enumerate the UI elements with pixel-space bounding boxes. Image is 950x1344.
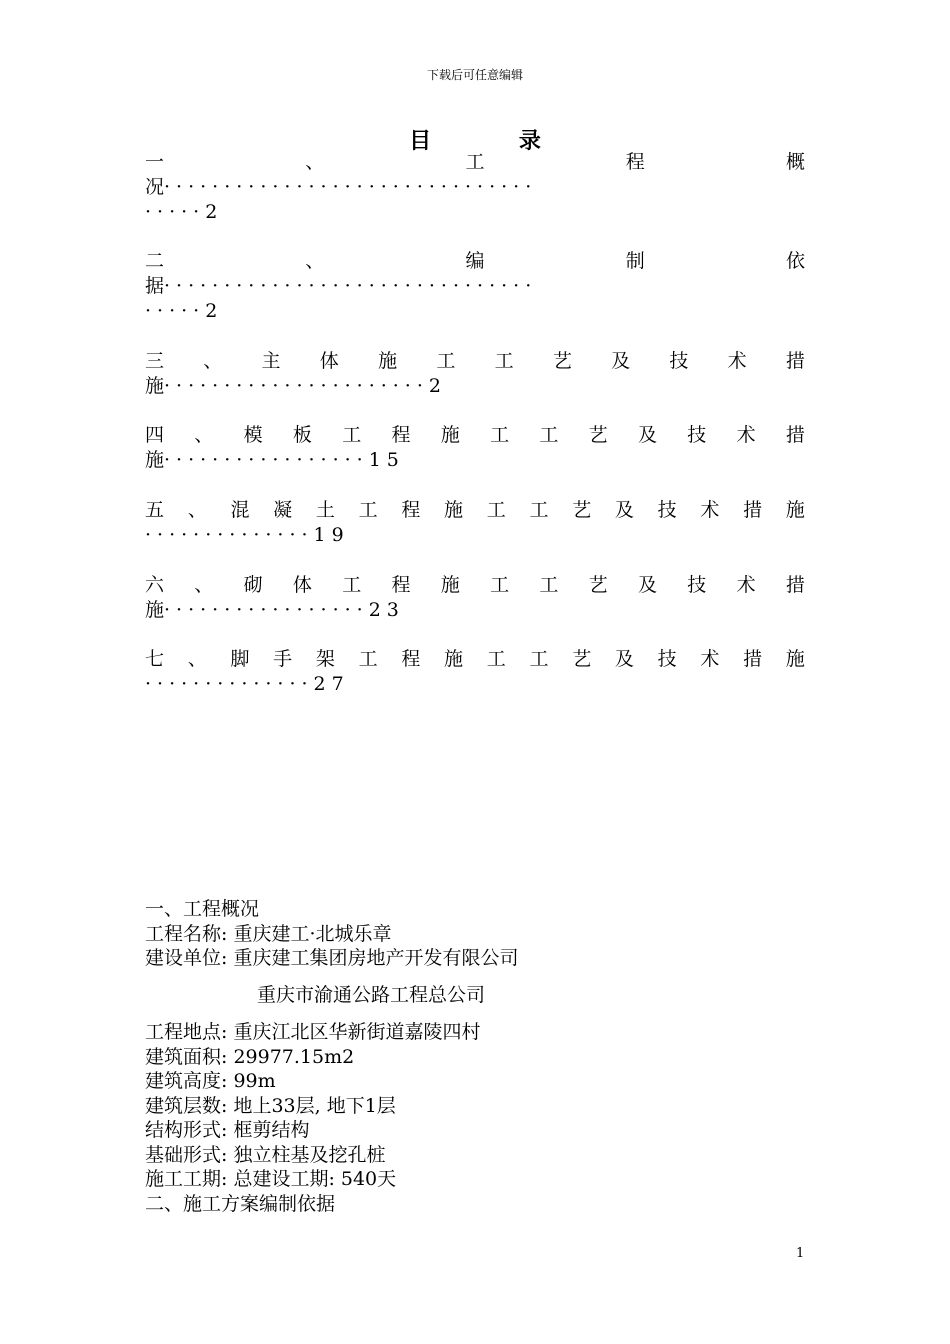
toc-entry-leader	[145, 274, 805, 299]
toc-char: 术	[736, 574, 756, 596]
toc-char: 技	[687, 574, 707, 596]
toc-char: 艺	[552, 350, 572, 372]
toc-char: 工	[529, 648, 549, 670]
toc-entry-title	[145, 150, 805, 175]
toc-entry-page: ·····2	[145, 201, 224, 223]
toc-entry-leader	[145, 672, 805, 697]
builder: 建设单位: 重庆建工集团房地产开发有限公司	[145, 947, 519, 969]
toc-char: 、	[203, 350, 223, 372]
toc-char: 艺	[572, 499, 592, 521]
toc-entry-title	[145, 498, 805, 523]
toc-char: 六	[145, 574, 165, 596]
toc-entry-leader	[145, 598, 805, 623]
toc-entry	[145, 498, 805, 548]
section-1-title: 一、工程概况	[145, 898, 260, 920]
toc-entry	[145, 647, 805, 697]
toc-char: 及	[637, 574, 657, 596]
toc-char: 混	[230, 499, 250, 521]
toc-char: 及	[611, 350, 631, 372]
toc-char: 艺	[588, 574, 608, 596]
page-number: 1	[796, 1246, 805, 1261]
body-section-1c	[145, 1020, 480, 1216]
toc-char: 脚	[230, 648, 250, 670]
toc-entry-title	[145, 647, 805, 672]
floors: 建筑层数: 地上33层, 地下1层	[145, 1094, 396, 1117]
toc-dots: ······················2	[164, 375, 447, 397]
toc-char: 施	[440, 574, 460, 596]
toc-char: 工	[436, 350, 456, 372]
toc-entry-leader	[145, 374, 805, 399]
toc-char: 工	[358, 499, 378, 521]
toc-char: 工	[358, 648, 378, 670]
toc-char: 术	[727, 350, 747, 372]
toc-dots: ··············27	[145, 673, 350, 695]
toc-entry-title	[145, 573, 805, 598]
toc-char: 艺	[572, 648, 592, 670]
toc-char: 术	[700, 499, 720, 521]
toc-char: 技	[657, 648, 677, 670]
toc-char: 体	[319, 350, 339, 372]
toc-char: 措	[785, 350, 805, 372]
toc-char: 措	[785, 574, 805, 596]
toc-char: 七	[145, 648, 165, 670]
toc-entry-leader	[145, 523, 805, 548]
toc-char: 术	[700, 648, 720, 670]
toc-dots: ·················15	[164, 449, 405, 471]
toc-char: 土	[315, 499, 335, 521]
toc-char: 模	[243, 424, 263, 446]
toc-char: 、	[305, 151, 325, 173]
toc-char: 四	[145, 424, 165, 446]
toc-char: 及	[637, 424, 657, 446]
toc-char: 措	[743, 499, 763, 521]
toc-char: 程	[391, 424, 411, 446]
toc-char: 程	[401, 499, 421, 521]
toc-dots: ·······························	[164, 176, 538, 198]
toc-char: 二	[145, 250, 165, 272]
toc-char: 编	[465, 250, 485, 272]
structure: 结构形式: 框剪结构	[145, 1119, 310, 1141]
toc-char: 、	[187, 648, 207, 670]
toc-char: 术	[736, 424, 756, 446]
project-name: 工程名称: 重庆建工·北城乐章	[145, 922, 392, 945]
toc-char: 施	[145, 599, 165, 621]
toc-char: 施	[785, 648, 805, 670]
toc-char: 措	[743, 648, 763, 670]
toc-entry-title	[145, 349, 805, 374]
toc-entry-title	[145, 423, 805, 448]
toc-char: 五	[145, 499, 165, 521]
toc-entry	[145, 573, 805, 623]
toc-char: 、	[187, 499, 207, 521]
toc-char: 工	[342, 424, 362, 446]
toc-char: 及	[614, 648, 634, 670]
area: 建筑面积: 29977.15m2	[145, 1045, 355, 1068]
toc-char: 工	[539, 574, 559, 596]
toc-char: 技	[657, 499, 677, 521]
foundation: 基础形式: 独立柱基及挖孔桩	[145, 1143, 386, 1166]
toc-dots: ·················23	[164, 599, 405, 621]
toc-char: 况	[145, 176, 165, 198]
toc-char: 工	[486, 499, 506, 521]
toc-char: 据	[145, 275, 165, 297]
toc-char: 三	[145, 350, 165, 372]
period: 施工工期: 总建设工期: 540天	[145, 1168, 397, 1190]
toc-char: 施	[785, 499, 805, 521]
toc-char: 、	[305, 250, 325, 272]
toc-char: 架	[315, 648, 335, 670]
toc-char: 技	[687, 424, 707, 446]
toc-entry	[145, 150, 805, 225]
toc-char: 体	[292, 574, 312, 596]
toc-char: 程	[391, 574, 411, 596]
toc-char: 依	[785, 250, 805, 272]
toc-char: 工	[486, 648, 506, 670]
toc-char: 板	[292, 424, 312, 446]
toc-char: 艺	[588, 424, 608, 446]
toc-char: 施	[444, 499, 464, 521]
toc-char: 工	[494, 350, 514, 372]
toc-entry-title	[145, 249, 805, 274]
toc-char: 程	[625, 151, 645, 173]
toc-char: 主	[261, 350, 281, 372]
toc-char: 制	[625, 250, 645, 272]
toc-entry-leader	[145, 175, 805, 200]
toc-entry-page: ·····2	[145, 300, 224, 322]
toc-char: 程	[401, 648, 421, 670]
toc-char: 、	[194, 424, 214, 446]
toc-char: 施	[378, 350, 398, 372]
toc-entry	[145, 349, 805, 399]
toc-entry	[145, 249, 805, 324]
body-section-1b	[145, 983, 485, 1008]
toc-char: 及	[614, 499, 634, 521]
toc-char: 凝	[273, 499, 293, 521]
builder-2: 重庆市渝通公路工程总公司	[257, 984, 486, 1006]
toc-char: 工	[490, 424, 510, 446]
height: 建筑高度: 99m	[145, 1070, 276, 1092]
toc-char: 概	[785, 151, 805, 173]
body-section-1	[145, 897, 518, 971]
toc-char: 技	[669, 350, 689, 372]
toc-char: 措	[785, 424, 805, 446]
toc-char: 施	[444, 648, 464, 670]
toc-char: 工	[490, 574, 510, 596]
toc-char: 工	[465, 151, 485, 173]
toc-char: 施	[145, 375, 165, 397]
toc-dots: ·······························	[164, 275, 538, 297]
section-2-title: 二、施工方案编制依据	[145, 1192, 336, 1215]
page-header: 下载后可任意编辑	[426, 68, 523, 82]
toc-entry	[145, 423, 805, 473]
toc-char: 工	[342, 574, 362, 596]
toc-char: 工	[529, 499, 549, 521]
toc-char: 施	[440, 424, 460, 446]
toc-entry-leader	[145, 448, 805, 473]
toc-title: 目 录	[409, 128, 581, 154]
toc-char: 、	[194, 574, 214, 596]
toc-char: 工	[539, 424, 559, 446]
toc-char: 施	[145, 449, 165, 471]
toc-char: 一	[145, 151, 165, 173]
toc-dots: ··············19	[145, 524, 350, 546]
location: 工程地点: 重庆江北区华新街道嘉陵四村	[145, 1021, 481, 1043]
toc-char: 砌	[243, 574, 263, 596]
toc-char: 手	[273, 648, 293, 670]
